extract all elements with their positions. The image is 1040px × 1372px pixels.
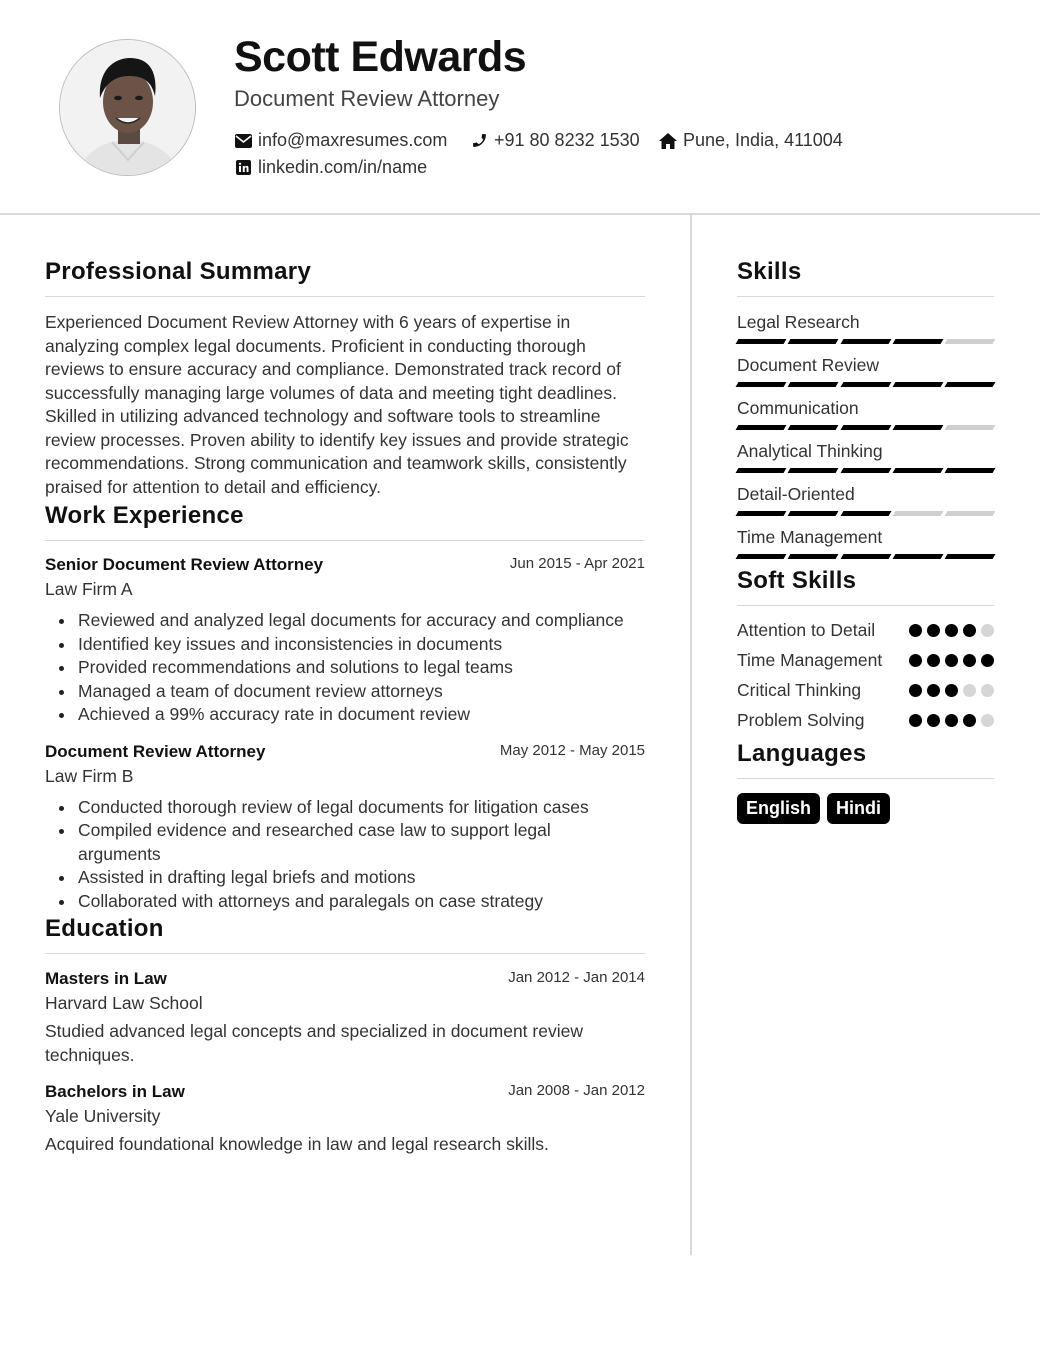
rating-dot: [927, 714, 940, 727]
skill-level-segment: [736, 468, 787, 473]
skill-level-segment: [892, 468, 943, 473]
skill-level-segment: [892, 339, 943, 344]
skill-level-segment: [736, 339, 787, 344]
skills-list: [737, 312, 994, 559]
soft-skill-rating: [909, 624, 994, 637]
main-column: [45, 258, 645, 1157]
job-dates: Jun 2015 - Apr 2021: [509, 555, 645, 572]
skill-name: Document Review: [737, 355, 879, 375]
soft-skill-item: [737, 708, 994, 732]
skill-item: [737, 398, 994, 430]
rating-dot: [963, 624, 976, 637]
rating-dot: [981, 654, 994, 667]
soft-skill-item: [737, 648, 994, 672]
rating-dot: [927, 624, 940, 637]
summary-heading: Professional Summary: [45, 258, 645, 297]
soft-skills-list: [737, 618, 994, 732]
education-entry: [45, 1082, 645, 1157]
skill-level-segment: [945, 425, 996, 430]
skill-level-segment: [736, 425, 787, 430]
rating-dot: [909, 714, 922, 727]
skill-level-bar: [737, 511, 994, 516]
skill-level-segment: [945, 382, 996, 387]
soft-skill-name: Problem Solving: [737, 710, 865, 730]
skill-item: [737, 527, 994, 559]
skill-level-segment: [788, 339, 839, 344]
soft-skill-name: Critical Thinking: [737, 680, 862, 700]
skill-level-segment: [788, 468, 839, 473]
phone-icon: [470, 132, 488, 150]
rating-dot: [981, 684, 994, 697]
list-item: Provided recommendations and solutions to legal teams: [45, 656, 645, 680]
languages-heading: Languages: [737, 740, 994, 779]
skill-level-segment: [788, 382, 839, 387]
skill-level-segment: [945, 339, 996, 344]
skill-level-segment: [945, 468, 996, 473]
soft-skill-item: [737, 678, 994, 702]
rating-dot: [909, 654, 922, 667]
candidate-name: Scott Edwards: [234, 33, 527, 81]
skill-level-bar: [737, 554, 994, 559]
skill-item: [737, 312, 994, 344]
rating-dot: [945, 654, 958, 667]
soft-skill-rating: [909, 684, 994, 697]
job-company: Law Firm B: [45, 765, 134, 786]
contact-linkedin[interactable]: [234, 157, 427, 178]
job-position: Senior Document Review Attorney: [45, 555, 324, 574]
skill-level-segment: [840, 339, 891, 344]
soft-skill-rating: [909, 714, 994, 727]
education-description: Studied advanced legal concepts and specialized in document review techniques.: [45, 1021, 583, 1065]
skill-name: Communication: [737, 398, 859, 418]
rating-dot: [909, 684, 922, 697]
skill-item: [737, 355, 994, 387]
school: Yale University: [45, 1106, 161, 1126]
school: Harvard Law School: [45, 993, 203, 1013]
education-heading: Education: [45, 915, 645, 954]
skills-heading: Skills: [737, 258, 994, 297]
degree: Bachelors in Law: [45, 1082, 185, 1101]
job-company: Law Firm A: [45, 579, 133, 599]
rating-dot: [927, 654, 940, 667]
skill-level-segment: [736, 554, 787, 559]
contact-email[interactable]: [234, 130, 447, 151]
skill-level-segment: [788, 425, 839, 430]
skill-name: Legal Research: [737, 312, 860, 332]
linkedin-text: linkedin.com/in/name: [258, 157, 428, 177]
skill-level-segment: [892, 382, 943, 387]
skill-level-segment: [945, 554, 996, 559]
education-description: Acquired foundational knowledge in law and legal research skills.: [45, 1134, 549, 1154]
linkedin-icon: [234, 159, 252, 177]
soft-skill-item: [737, 618, 994, 642]
rating-dot: [963, 654, 976, 667]
job-bullets: [45, 609, 645, 727]
list-item: Collaborated with attorneys and paralegals on case strategy: [45, 890, 645, 914]
job-entry: [45, 555, 645, 727]
column-divider: [690, 215, 692, 1255]
skill-level-segment: [788, 554, 839, 559]
job-dates: May 2012 - May 2015: [499, 741, 645, 759]
job-title: Document Review Attorney: [234, 86, 500, 111]
skill-level-bar: [737, 468, 994, 473]
soft-skill-name: Time Management: [737, 650, 883, 670]
skill-name: Time Management: [737, 527, 883, 547]
rating-dot: [945, 714, 958, 727]
email-text: info@maxresumes.com: [258, 130, 448, 150]
job-entry: [45, 742, 645, 914]
list-item: Managed a team of document review attorneys: [45, 680, 645, 704]
skill-level-segment: [892, 425, 943, 430]
language-tag: English: [737, 793, 820, 824]
skill-level-segment: [892, 511, 943, 516]
skill-level-segment: [736, 382, 787, 387]
skill-level-segment: [840, 425, 891, 430]
degree: Masters in Law: [45, 969, 167, 988]
education-dates: Jan 2008 - Jan 2012: [508, 1082, 645, 1099]
skill-level-segment: [788, 511, 839, 516]
location-text: Pune, India, 411004: [683, 130, 843, 150]
skill-level-bar: [737, 339, 994, 344]
job-bullets: [45, 796, 645, 914]
rating-dot: [981, 624, 994, 637]
skill-name: Detail-Oriented: [737, 484, 855, 504]
list-item: Conducted thorough review of legal documents for litigation cases: [45, 796, 645, 820]
education-dates: Jan 2012 - Jan 2014: [508, 969, 645, 986]
skill-level-segment: [840, 554, 891, 559]
rating-dot: [945, 624, 958, 637]
list-item: Reviewed and analyzed legal documents for accuracy and compliance: [45, 609, 645, 633]
rating-dot: [945, 684, 958, 697]
soft-skills-heading: Soft Skills: [737, 567, 994, 606]
list-item: Identified key issues and inconsistencies in documents: [45, 633, 645, 657]
education-entry: [45, 969, 645, 1067]
skill-level-segment: [945, 511, 996, 516]
skill-item: [737, 484, 994, 516]
skill-level-segment: [736, 511, 787, 516]
contact-phone[interactable]: [470, 130, 640, 151]
phone-text: +91 80 8232 1530: [494, 130, 640, 150]
summary-text: Experienced Document Review Attorney with 6 years of expertise in analyzing complex legal documents. Proficient in conducting thorough reviews to ensure accuracy and compliance. Demonstrated track record of successfully managing large volumes of data and meeting tight deadlines. Skilled in utilizing advanced technology and software tools to streamline review processes. Proven ability to identify key issues and provide strategic recommendations. Strong communication and teamwork skills, consistently praised for attention to detail and efficiency.: [45, 312, 629, 497]
work-heading: Work Experience: [45, 502, 645, 541]
skill-level-segment: [840, 382, 891, 387]
list-item: Assisted in drafting legal briefs and motions: [45, 866, 645, 890]
avatar: [59, 39, 196, 176]
skill-level-bar: [737, 382, 994, 387]
languages-list: [737, 793, 994, 824]
skill-level-segment: [840, 468, 891, 473]
contact-location: [659, 130, 843, 151]
skill-level-segment: [892, 554, 943, 559]
resume-header: [0, 0, 1040, 215]
home-icon: [659, 132, 677, 150]
envelope-icon: [234, 132, 252, 150]
skill-level-bar: [737, 425, 994, 430]
soft-skill-name: Attention to Detail: [737, 620, 876, 640]
rating-dot: [909, 624, 922, 637]
rating-dot: [981, 714, 994, 727]
list-item: Compiled evidence and researched case law to support legal arguments: [45, 819, 645, 866]
job-position: Document Review Attorney: [45, 741, 266, 761]
soft-skill-rating: [909, 654, 994, 667]
language-tag: Hindi: [827, 793, 890, 824]
rating-dot: [963, 684, 976, 697]
skill-level-segment: [840, 511, 891, 516]
side-column: [737, 258, 994, 824]
rating-dot: [927, 684, 940, 697]
skill-name: Analytical Thinking: [737, 441, 883, 461]
list-item: Achieved a 99% accuracy rate in document review: [45, 703, 645, 727]
rating-dot: [963, 714, 976, 727]
skill-item: [737, 441, 994, 473]
